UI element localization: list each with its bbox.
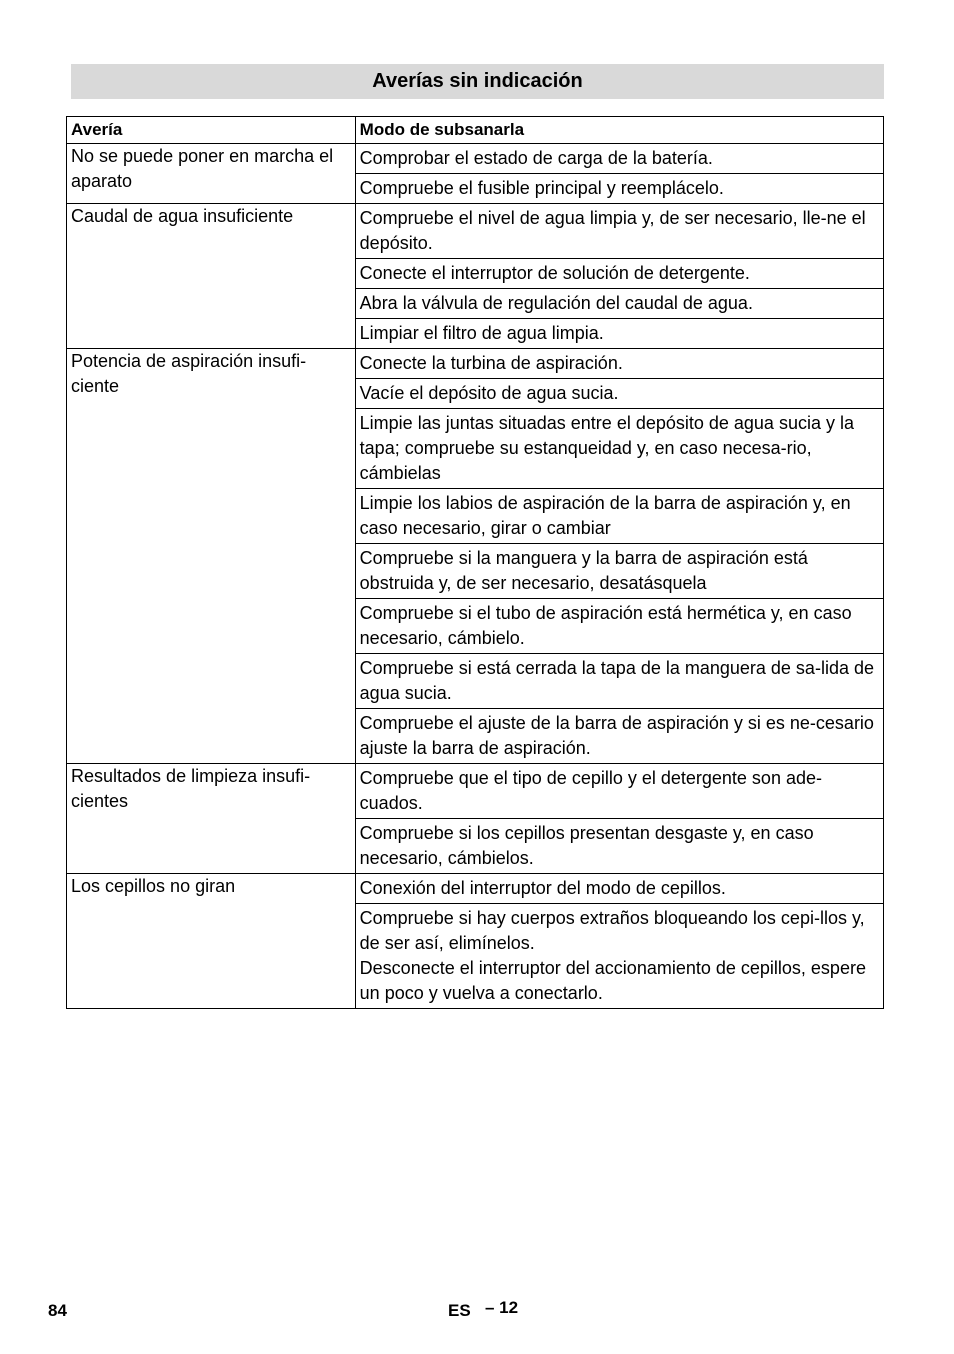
table-row bbox=[67, 204, 884, 349]
remedy-item: Limpiar el filtro de agua limpia. bbox=[356, 318, 883, 348]
remedy-item: Compruebe el nivel de agua limpia y, de ser necesario, lle-ne el depósito. bbox=[359, 208, 866, 253]
header-remedy: Modo de subsanarla bbox=[355, 117, 883, 144]
remedy-cell bbox=[355, 349, 883, 764]
table-row bbox=[67, 349, 884, 764]
remedy-item: Vacíe el depósito de agua sucia. bbox=[356, 378, 883, 408]
fault-table-body bbox=[67, 144, 884, 1009]
remedy-item: Compruebe si el tubo de aspiración está hermética y, en caso necesario, cámbielo. bbox=[356, 598, 883, 653]
remedy-cell bbox=[355, 144, 883, 204]
remedy-item: Compruebe si la manguera y la barra de aspiración está obstruida y, de ser necesario, desatásquela bbox=[356, 543, 883, 598]
remedy-item: Abra la válvula de regulación del caudal de agua. bbox=[356, 288, 883, 318]
remedy-cell bbox=[355, 764, 883, 874]
fault-table bbox=[66, 116, 884, 1009]
remedy-item: Compruebe si está cerrada la tapa de la manguera de sa-lida de agua sucia. bbox=[356, 653, 883, 708]
fault-cell: No se puede poner en marcha el aparato bbox=[67, 144, 356, 204]
remedy-item: Compruebe que el tipo de cepillo y el detergente son ade-cuados. bbox=[359, 768, 822, 813]
remedy-item: Compruebe el ajuste de la barra de aspiración y si es ne-cesario ajuste la barra de aspiración. bbox=[356, 708, 883, 763]
remedy-item: Conecte el interruptor de solución de detergente. bbox=[356, 258, 883, 288]
fault-cell: Los cepillos no giran bbox=[67, 874, 356, 1009]
table-row bbox=[67, 764, 884, 874]
fault-cell: Resultados de limpieza insufi-cientes bbox=[67, 764, 356, 874]
remedy-cell bbox=[355, 874, 883, 1009]
remedy-item: Compruebe el fusible principal y reemplácelo. bbox=[356, 173, 883, 203]
remedy-item: Compruebe si los cepillos presentan desgaste y, en caso necesario, cámbielos. bbox=[356, 818, 883, 873]
table-row bbox=[67, 874, 884, 1009]
remedy-cell bbox=[355, 204, 883, 349]
header-fault: Avería bbox=[67, 117, 356, 144]
table-row bbox=[67, 144, 884, 204]
page-number: 84 bbox=[48, 1301, 67, 1320]
remedy-item: Compruebe si hay cuerpos extraños bloqueando los cepi-llos y, de ser así, elimínelos. Desconecte el interruptor del accionamiento de cepillos, espere un poco y vuelva a conectarlo. bbox=[356, 903, 883, 1008]
remedy-item: Limpie las juntas situadas entre el depósito de agua sucia y la tapa; compruebe su estanqueidad y, en caso necesa-rio, cámbielas bbox=[356, 408, 883, 488]
table-header-row bbox=[67, 117, 884, 144]
sub-page-number: – 12 bbox=[485, 1298, 519, 1317]
remedy-item: Comprobar el estado de carga de la batería. bbox=[359, 148, 713, 168]
remedy-item: Limpie los labios de aspiración de la barra de aspiración y, en caso necesario, girar o cambiar bbox=[356, 488, 883, 543]
section-title: Averías sin indicación bbox=[71, 64, 884, 99]
language-code: ES bbox=[448, 1301, 471, 1320]
remedy-item: Conecte la turbina de aspiración. bbox=[359, 353, 623, 373]
fault-cell: Caudal de agua insuficiente bbox=[67, 204, 356, 349]
remedy-item: Conexión del interruptor del modo de cepillos. bbox=[359, 878, 726, 898]
fault-cell: Potencia de aspiración insufi-ciente bbox=[67, 349, 356, 764]
